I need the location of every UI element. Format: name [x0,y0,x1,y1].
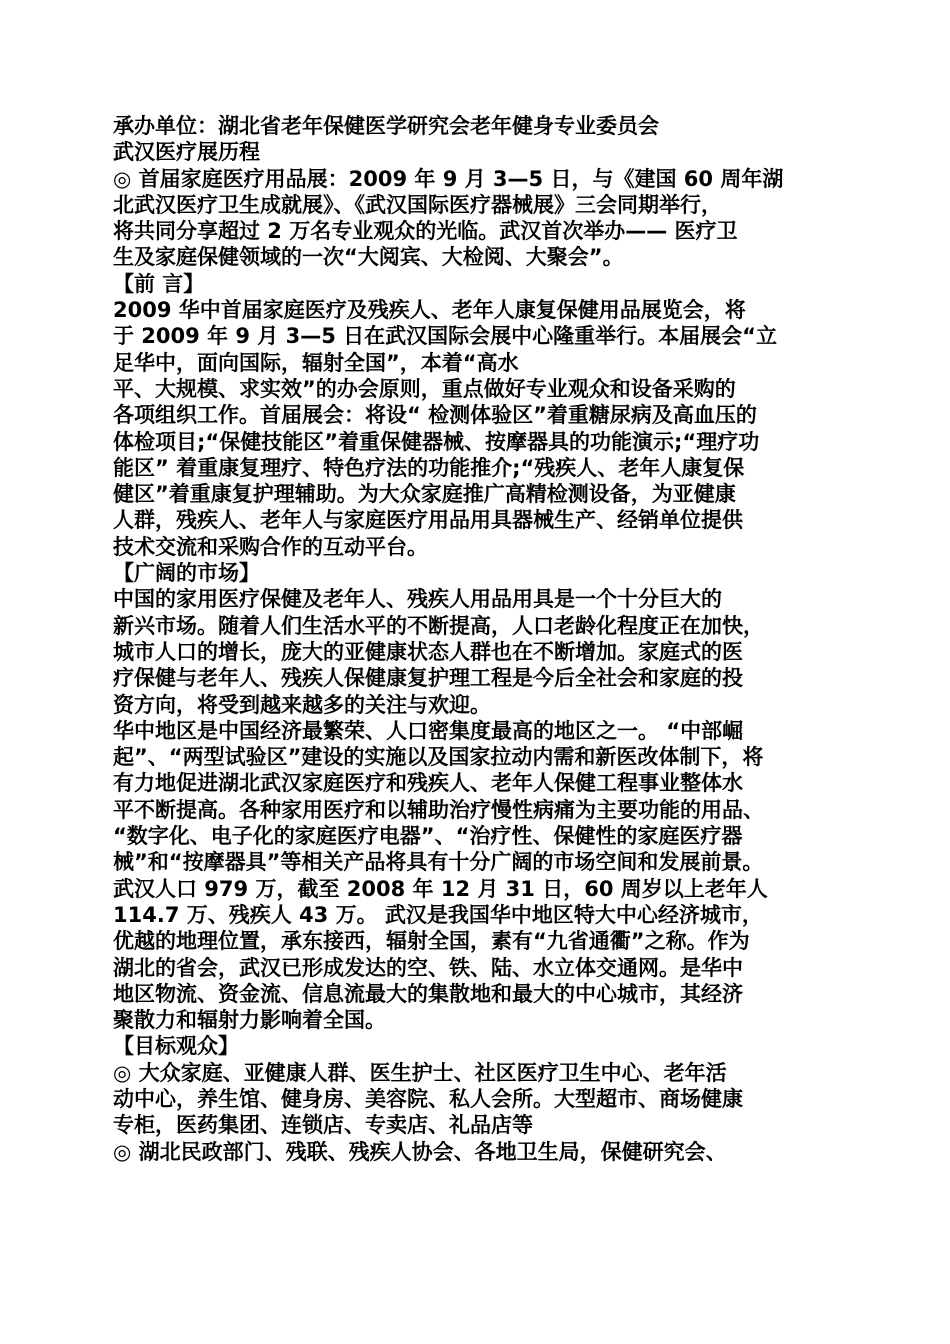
text-line: 平、大规模、求实效”的办会原则，重点做好专业观众和设备采购的 [113,376,736,401]
text-line: 武汉人口 979 万，截至 2008 年 12 月 31 日，60 周岁以上老年人 [113,876,768,901]
text-line: 生及家庭保健领域的一次“大阅宾、大检阅、大聚会”。 [113,245,624,270]
text-line: 动中心，养生馆、健身房、美容院、私人会所。大型超市、商场健康 [113,1086,743,1111]
text-line: 足华中，面向国际，辐射全国”，本着“高水 [113,350,519,375]
text-line: “数字化、电子化的家庭医疗电器”、“治疗性、保健性的家庭医疗器 [113,824,743,849]
text-line: 人群，残疾人、老年人与家庭医疗用品用具器械生产、经销单位提供 [113,508,743,533]
text-line: 114.7 万、残疾人 43 万。 武汉是我国华中地区特大中心经济城市， [113,902,763,927]
text-line: 聚散力和辐射力影响着全国。 [113,1008,386,1033]
text-line: 【目标观众】 [113,1034,239,1059]
text-line: 健区”着重康复护理辅助。为大众家庭推广高精检测设备，为亚健康 [113,482,736,507]
text-line: 新兴市场。随着人们生活水平的不断提高，人口老龄化程度正在加快， [113,613,764,638]
text-line: 地区物流、资金流、信息流最大的集散地和最大的中心城市，其经济 [113,981,743,1006]
text-line: 体检项目;“保健技能区”着重保健器械、按摩器具的功能演示;“理疗功 [113,429,760,454]
text-line: 疗保健与老年人、残疾人保健康复护理工程是今后全社会和家庭的投 [113,666,743,691]
text-line: 起”、“两型试验区”建设的实施以及国家拉动内需和新医改体制下，将 [113,745,764,770]
text-line: 技术交流和采购合作的互动平台。 [113,534,428,559]
text-line: 北武汉医疗卫生成就展》、《武汉国际医疗器械展》三会同期举行， [113,192,722,217]
text-line: 各项组织工作。首届展会：将设“ 检测体验区”着重糖尿病及高血压的 [113,403,757,428]
text-line: 专柜，医药集团、连锁店、专卖店、礼品店等 [113,1113,533,1138]
text-line: 有力地促进湖北武汉家庭医疗和残疾人、老年人保健工程事业整体水 [113,771,743,796]
text-line: 资方向，将受到越来越多的关注与欢迎。 [113,692,491,717]
text-line: 械”和“按摩器具”等相关产品将具有十分广阔的市场空间和发展前景。 [113,850,764,875]
text-line: 中国的家用医疗保健及老年人、残疾人用品用具是一个十分巨大的 [113,587,722,612]
text-line: 湖北的省会，武汉已形成发达的空、铁、陆、水立体交通网。是华中 [113,955,743,980]
text-line: 承办单位：湖北省老年保健医学研究会老年健身专业委员会 [113,114,659,138]
text-line: ◎ 湖北民政部门、残联、残疾人协会、各地卫生局，保健研究会、 [113,1139,727,1164]
text-line: 于 2009 年 9 月 3—5 日在武汉国际会展中心隆重举行。本届展会“立 [113,324,777,349]
text-line: 优越的地理位置，承东接西，辐射全国，素有“九省通衢”之称。作为 [113,929,750,954]
text-line: 城市人口的增长，庞大的亚健康状态人群也在不断增加。家庭式的医 [113,639,743,664]
text-line: 【前 言】 [113,271,205,296]
text-line: 【广阔的市场】 [113,561,260,586]
text-line: 华中地区是中国经济最繁荣、人口密集度最高的地区之一。 “中部崛 [113,718,744,743]
text-line: ◎ 大众家庭、亚健康人群、医生护士、社区医疗卫生中心、老年活 [113,1060,727,1085]
text-line: 将共同分享超过 2 万名专业观众的光临。武汉首次举办—— 医疗卫 [113,219,738,244]
text-line: 能区” 着重康复理疗、特色疗法的功能推介;“残疾人、老年人康复保 [113,455,745,480]
text-line: 武汉医疗展历程 [113,140,260,165]
text-line: ◎ 首届家庭医疗用品展：2009 年 9 月 3—5 日，与《建国 60 周年湖 [113,166,784,191]
text-line: 2009 华中首届家庭医疗及残疾人、老年人康复保健用品展览会，将 [113,298,746,323]
document-body [113,113,843,1165]
text-line: 平不断提高。各种家用医疗和以辅助治疗慢性病痛为主要功能的用品、 [113,797,764,822]
